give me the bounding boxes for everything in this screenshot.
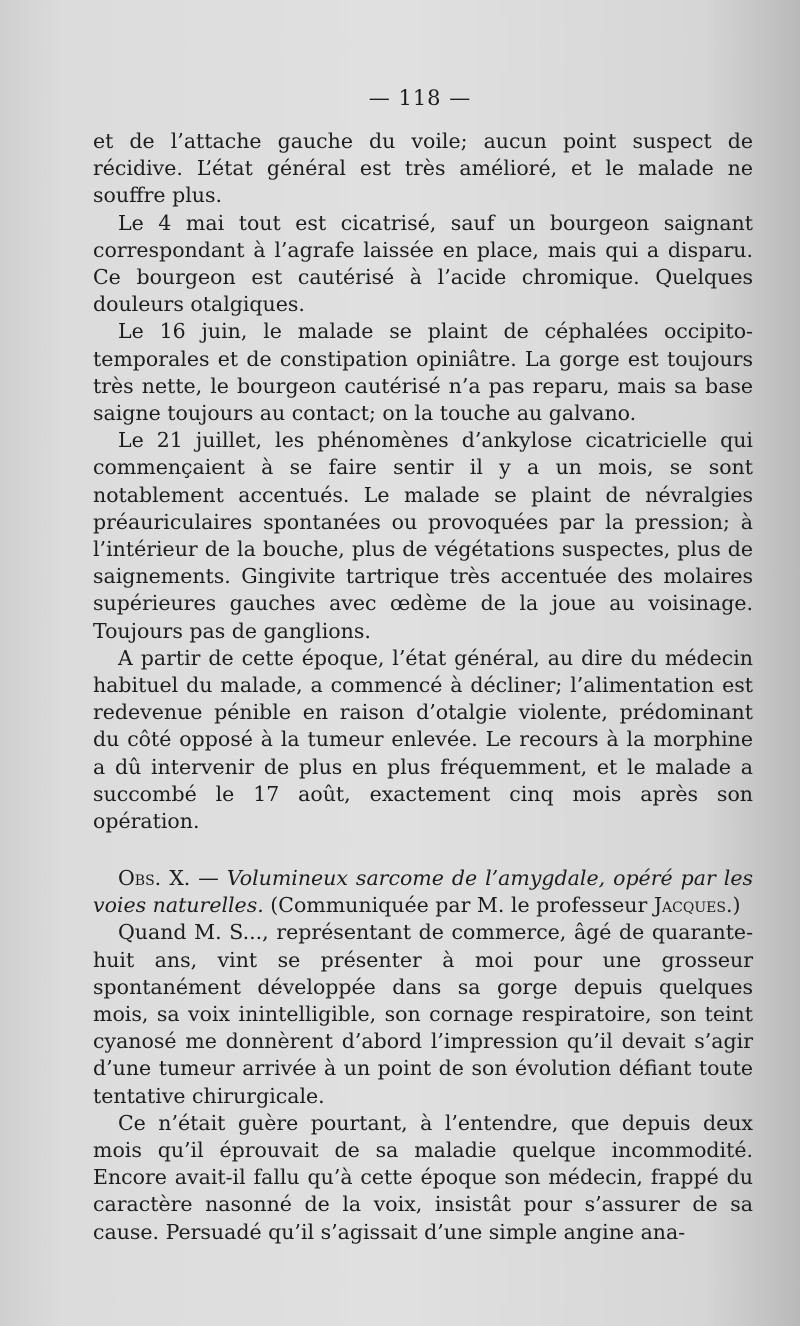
text-block-top [93,128,753,835]
text-block-observation [93,865,753,1246]
paragraph: Le 4 mai tout est cicatrisé, sauf un bourgeon saignant correspondant à l’agrafe laissée en place, mais qui a disparu. Ce bourgeon est cautérisé à l’acide chromique. Quelques douleurs otalgiques. [93,210,753,317]
paragraph: Ce n’était guère pourtant, à l’entendre, que depuis deux mois qu’il éprouvait de sa maladie quelque incommodité. Encore avait-il fallu qu’à cette époque son médecin, frappé du caractère nasonné de la voix, insistât pour s’assurer de sa cause. Persuadé qu’il s’agissait d’une simple angine ana- [93,1110,753,1244]
observation-title: Volumineux sarcome de l’amygdale, opéré par les voies naturelles. [93,866,753,918]
observation-heading [93,865,753,919]
page-number: — 118 — [368,86,472,110]
paragraph: A partir de cette époque, l’état général, au dire du médecin habituel du malade, a commencé à décliner; l’alimentation est redevenue pénible en raison d’otalgie violente, prédominant du côté opposé à la tumeur enlevée. Le recours à la morphine a dû intervenir de plus en plus fréquemment, et le malade a succombé le 17 août, exactement cinq mois après son opération. [93,645,753,834]
observation-credit-name: Jacques [653,893,726,918]
observation-credit: (Communiquée par M. le professeur [270,893,648,918]
paragraph: Quand M. S..., représentant de commerce, âgé de quarante-huit ans, vint se présenter à moi pour une grosseur spontanément développée dans sa gorge depuis quelques mois, sa voix inintelligible, son cornage respiratoire, son teint cyanosé me donnèrent d’abord l’impression qu’il devait s’agir d’une tumeur arrivée à un point de son évolution défiant toute tentative chirurgicale. [93,920,753,1108]
paragraph: Le 16 juin, le malade se plaint de céphalées occipito-temporales et de constipation opiniâtre. La gorge est toujours très nette, le bourgeon cautérisé n’a pas reparu, mais sa base saigne toujours au contact; on la touche au galvano. [93,319,753,426]
paragraph: Le 21 juillet, les phénomènes d’ankylose cicatricielle qui commençaient à se faire sentir il y a un mois, se sont notablement accentués. Le malade se plaint de névralgies préauriculaires spontanées ou provoquées par la pression; à l’intérieur de la bouche, plus de végétations suspectes, plus de saignements. Gingivite tartrique très accentuée des molaires supérieures gauches avec œdème de la joue au voisinage. Toujours pas de ganglions. [93,428,753,643]
paragraph: et de l’attache gauche du voile; aucun point suspect de récidive. L’état général est très amélioré, et le malade ne souffre plus. [93,129,753,208]
observation-label: Obs. X. — [118,866,219,890]
observation-credit-close: .) [725,893,741,918]
